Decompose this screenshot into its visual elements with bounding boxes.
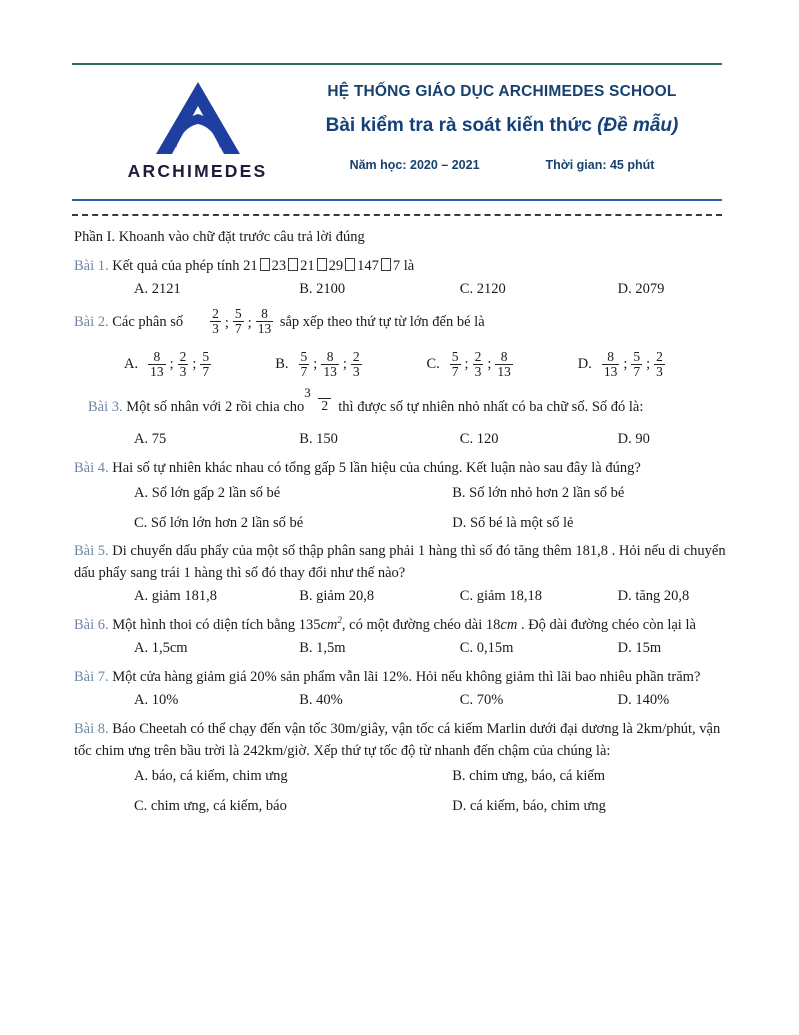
- logo-wordmark: ARCHIMEDES: [127, 161, 268, 181]
- stem-fraction-3: [256, 307, 274, 336]
- exam-body: [74, 228, 729, 823]
- option-c[interactable]: C. 70%: [459, 692, 504, 709]
- exam-title-main: Bài kiểm tra rà soát kiến thức: [325, 115, 598, 136]
- separator: ;: [342, 356, 347, 373]
- question-8-label: Bài 8.: [74, 721, 109, 738]
- option-fraction-2: [473, 350, 484, 379]
- option-b[interactable]: B. 1,5m: [299, 640, 346, 657]
- option-row-2: [134, 798, 729, 815]
- fraction-numerator: 2: [179, 349, 187, 365]
- question-6-options: [74, 640, 729, 657]
- question-8-options: [74, 768, 729, 815]
- school-year: Năm học: 2020 – 2021: [349, 158, 480, 172]
- option-b[interactable]: B. 2100: [299, 280, 346, 297]
- option-d[interactable]: D. cá kiếm, báo, chim ưng: [452, 798, 606, 815]
- question-1-options: [74, 281, 729, 298]
- exam-meta-row: [282, 158, 722, 172]
- question-2-label: Bài 2.: [74, 313, 109, 330]
- option-fraction-2: [631, 350, 642, 379]
- missing-glyph-icon: [317, 258, 327, 271]
- fraction-denominator: 7: [234, 320, 242, 336]
- question-7: [74, 666, 729, 709]
- header-dashed-rule: [72, 214, 722, 216]
- question-6-stem: [74, 614, 729, 636]
- question-4-options: [74, 485, 729, 532]
- question-2-options: [74, 344, 729, 386]
- fraction-denominator: 7: [300, 364, 308, 380]
- fraction-numerator: 2: [352, 349, 360, 365]
- question-4-label: Bài 4.: [74, 459, 109, 476]
- option-letter: B.: [275, 356, 289, 373]
- option-fraction-3: [654, 350, 665, 379]
- option-d[interactable]: D. 140%: [617, 692, 670, 709]
- question-6-text-a: Một hình thoi có diện tích bằng 135: [108, 617, 321, 634]
- separator: ;: [487, 356, 492, 373]
- fraction-denominator: 7: [633, 364, 641, 380]
- header-blue-rule: [72, 199, 722, 201]
- option-d[interactable]: D. 15m: [617, 640, 662, 657]
- separator: ;: [313, 356, 318, 373]
- exponent-2: 2: [337, 615, 342, 626]
- fraction-denominator: 7: [451, 364, 459, 380]
- fraction-denominator: 13: [257, 320, 272, 336]
- question-3-options: [74, 431, 729, 448]
- option-fraction-1: [602, 350, 620, 379]
- question-6-label: Bài 6.: [74, 617, 109, 634]
- question-7-options: [74, 692, 729, 709]
- option-row-2: [134, 515, 729, 532]
- question-1-text-d: 29: [328, 257, 344, 274]
- option-c[interactable]: C. 120: [459, 430, 499, 447]
- missing-glyph-icon: [288, 258, 298, 271]
- question-4: [74, 457, 729, 532]
- question-8-stem: [74, 718, 729, 762]
- header-top-rule: [72, 63, 722, 65]
- fraction-numerator: 2: [656, 349, 663, 365]
- fraction-numerator: 8: [500, 349, 508, 365]
- option-c[interactable]: C. 0,15m: [459, 640, 514, 657]
- separator: ;: [464, 356, 469, 373]
- archimedes-a-logo-icon: [150, 78, 246, 160]
- fraction-numerator: 5: [633, 349, 641, 365]
- option-fraction-3: [200, 350, 211, 379]
- school-logo: [110, 78, 285, 190]
- option-fraction-1: [299, 350, 310, 379]
- question-1: [74, 255, 729, 298]
- exam-title: [282, 115, 722, 137]
- stem-fraction: [304, 385, 338, 414]
- unit-cm: cm: [500, 617, 518, 634]
- option-a[interactable]: A. 10%: [134, 692, 179, 709]
- option-b[interactable]: [275, 350, 426, 379]
- fraction-bar-denominator: [318, 398, 331, 413]
- option-b[interactable]: B. chim ưng, báo, cá kiếm: [452, 768, 606, 785]
- option-fraction-2: [321, 350, 339, 379]
- option-c[interactable]: C. 2120: [459, 280, 506, 297]
- question-3-text-a: Một số nhân với 2 rồi chia cho: [122, 398, 305, 415]
- fraction-denominator: 7: [202, 364, 210, 380]
- separator: ;: [192, 356, 197, 373]
- separator: ;: [169, 356, 174, 373]
- question-8: [74, 718, 729, 815]
- question-3-label: Bài 3.: [88, 398, 123, 415]
- option-letter: C.: [426, 356, 440, 373]
- header-text-block: [282, 70, 722, 172]
- fraction-denominator: 3: [352, 364, 360, 380]
- fraction-denominator: 2: [318, 398, 331, 413]
- question-4-text: Hai số tự nhiên khác nhau có tổng gấp 5 lần hiệu của chúng. Kết luận nào sau đây là đúng?: [108, 459, 641, 476]
- question-1-text-a: Kết quả của phép tính 21: [108, 257, 258, 274]
- option-d[interactable]: D. 2079: [617, 280, 665, 297]
- fraction-numerator: 5: [234, 305, 242, 321]
- separator: ;: [247, 315, 252, 332]
- option-b[interactable]: B. 150: [299, 430, 338, 447]
- unit-cm-squared: cm: [320, 617, 338, 634]
- option-row-1: [134, 485, 729, 502]
- option-a[interactable]: A. 75: [134, 430, 167, 447]
- question-3: [74, 385, 729, 448]
- separator: ;: [646, 356, 651, 373]
- option-d[interactable]: D. Số bé là một số lẻ: [452, 515, 574, 531]
- option-c[interactable]: C. giảm 18,18: [459, 588, 542, 605]
- option-b[interactable]: B. 40%: [299, 692, 343, 709]
- question-2-text-a: Các phân số: [108, 313, 184, 330]
- option-b[interactable]: B. giảm 20,8: [299, 588, 375, 605]
- question-5-text: Di chuyển dấu phẩy của một số thập phân sang phải 1 hàng thì số đó tăng thêm 181,8 . Hỏi nếu di chuyển dấu phẩy sang trái 1 hàng thì số đó thay đổi như thế nào?: [74, 543, 726, 582]
- fraction-denominator: 13: [497, 364, 511, 380]
- question-2-text-b: sắp xếp theo thứ tự từ lớn đến bé là: [279, 313, 485, 330]
- option-fraction-1: [450, 350, 461, 379]
- question-3-text-b: thì được số tự nhiên nhỏ nhất có ba chữ số. Số đó là:: [338, 398, 644, 415]
- stem-fraction-1: [210, 307, 221, 336]
- option-d[interactable]: D. tăng 20,8: [617, 588, 690, 605]
- separator: ;: [224, 315, 229, 332]
- option-c[interactable]: C. chim ưng, cá kiếm, báo: [134, 798, 287, 815]
- option-fraction-3: [495, 350, 513, 379]
- option-a[interactable]: A. 1,5cm: [134, 640, 188, 657]
- option-a[interactable]: A. báo, cá kiếm, chim ưng: [134, 768, 288, 785]
- question-6-text-c: . Độ dài đường chéo còn lại là: [517, 617, 696, 634]
- option-row-1: [134, 768, 729, 785]
- question-1-stem: [74, 255, 729, 277]
- stem-fraction-2: [233, 307, 244, 336]
- fraction-denominator: 13: [323, 364, 337, 380]
- question-1-text-c: 21: [300, 257, 315, 274]
- question-1-label: Bài 1.: [74, 257, 109, 274]
- question-3-stem: [74, 385, 729, 418]
- option-c[interactable]: [427, 350, 578, 379]
- question-7-text: Một cửa hàng giảm giá 20% sản phẩm vẫn lãi 12%. Hỏi nếu không giảm thì lãi bao nhiêu phần trăm?: [108, 669, 701, 686]
- option-a[interactable]: A. Số lớn gấp 2 lần số bé: [134, 485, 281, 501]
- section-heading: Phần I. Khoanh vào chữ đặt trước câu trả lời đúng: [74, 229, 365, 245]
- question-7-stem: [74, 666, 729, 688]
- question-4-stem: [74, 457, 729, 479]
- question-6-text-b: , có một đường chéo dài 18: [341, 617, 501, 634]
- option-fraction-1: [148, 350, 166, 379]
- question-5-stem: [74, 540, 729, 584]
- fraction-numerator: 8: [153, 349, 161, 365]
- fraction-denominator: 13: [603, 364, 618, 380]
- fraction-numerator: 2: [212, 305, 219, 321]
- option-fraction-3: [351, 350, 362, 379]
- question-5-label: Bài 5.: [74, 543, 109, 559]
- fraction-denominator: 3: [656, 364, 663, 380]
- fraction-denominator: 3: [474, 364, 482, 380]
- option-letter: D.: [577, 356, 592, 373]
- missing-glyph-icon: [260, 258, 270, 271]
- question-5: [74, 540, 729, 605]
- option-a[interactable]: A. 2121: [134, 280, 181, 297]
- fraction-denominator: 13: [150, 364, 164, 380]
- question-7-label: Bài 7.: [74, 669, 109, 686]
- missing-glyph-icon: [345, 258, 355, 271]
- fraction-numerator: 8: [261, 305, 268, 321]
- option-d[interactable]: [578, 350, 729, 379]
- fraction-numerator: 5: [300, 349, 308, 365]
- organization-name: HỆ THỐNG GIÁO DỤC ARCHIMEDES SCHOOL: [327, 83, 677, 100]
- fraction-denominator: 3: [212, 320, 219, 336]
- question-1-text-b: 23: [271, 257, 287, 274]
- missing-glyph-icon: [381, 258, 391, 271]
- fraction-numerator: 2: [474, 349, 482, 365]
- fraction-denominator: 3: [179, 364, 187, 380]
- option-a[interactable]: A. giảm 181,8: [134, 588, 217, 605]
- option-fraction-2: [178, 350, 189, 379]
- option-letter: A.: [124, 356, 139, 373]
- fraction-numerator: 5: [451, 349, 459, 365]
- question-6: [74, 614, 729, 657]
- option-c[interactable]: C. Số lớn lớn hơn 2 lần số bé: [134, 515, 304, 531]
- separator: ;: [623, 356, 628, 373]
- exam-duration: Thời gian: 45 phút: [545, 158, 655, 172]
- question-5-options: [74, 588, 729, 605]
- option-d[interactable]: D. 90: [617, 430, 650, 447]
- fraction-numerator: 8: [607, 349, 614, 365]
- fraction-numerator: 5: [202, 349, 210, 365]
- question-1-text-e: 147: [357, 257, 379, 274]
- option-b[interactable]: B. Số lớn nhỏ hơn 2 lần số bé: [452, 485, 625, 501]
- question-8-text: Báo Cheetah có thể chạy đến vận tốc 30m/giây, vận tốc cá kiếm Marlin dưới đại dương là 2km/phút, vận tốc chim ưng trên bầu trời là 242km/giờ. Xếp thứ tự tốc độ từ nhanh đến chậm của chúng là:: [74, 721, 721, 760]
- option-a[interactable]: [124, 350, 275, 379]
- question-1-text-f: 7 là: [392, 257, 415, 274]
- document-header: [72, 70, 722, 195]
- question-2-stem: [74, 307, 729, 336]
- fraction-numerator: 3: [304, 385, 311, 401]
- fraction-numerator: 8: [326, 349, 334, 365]
- question-2: [74, 307, 729, 386]
- exam-title-sample: (Đề mẫu): [597, 115, 679, 136]
